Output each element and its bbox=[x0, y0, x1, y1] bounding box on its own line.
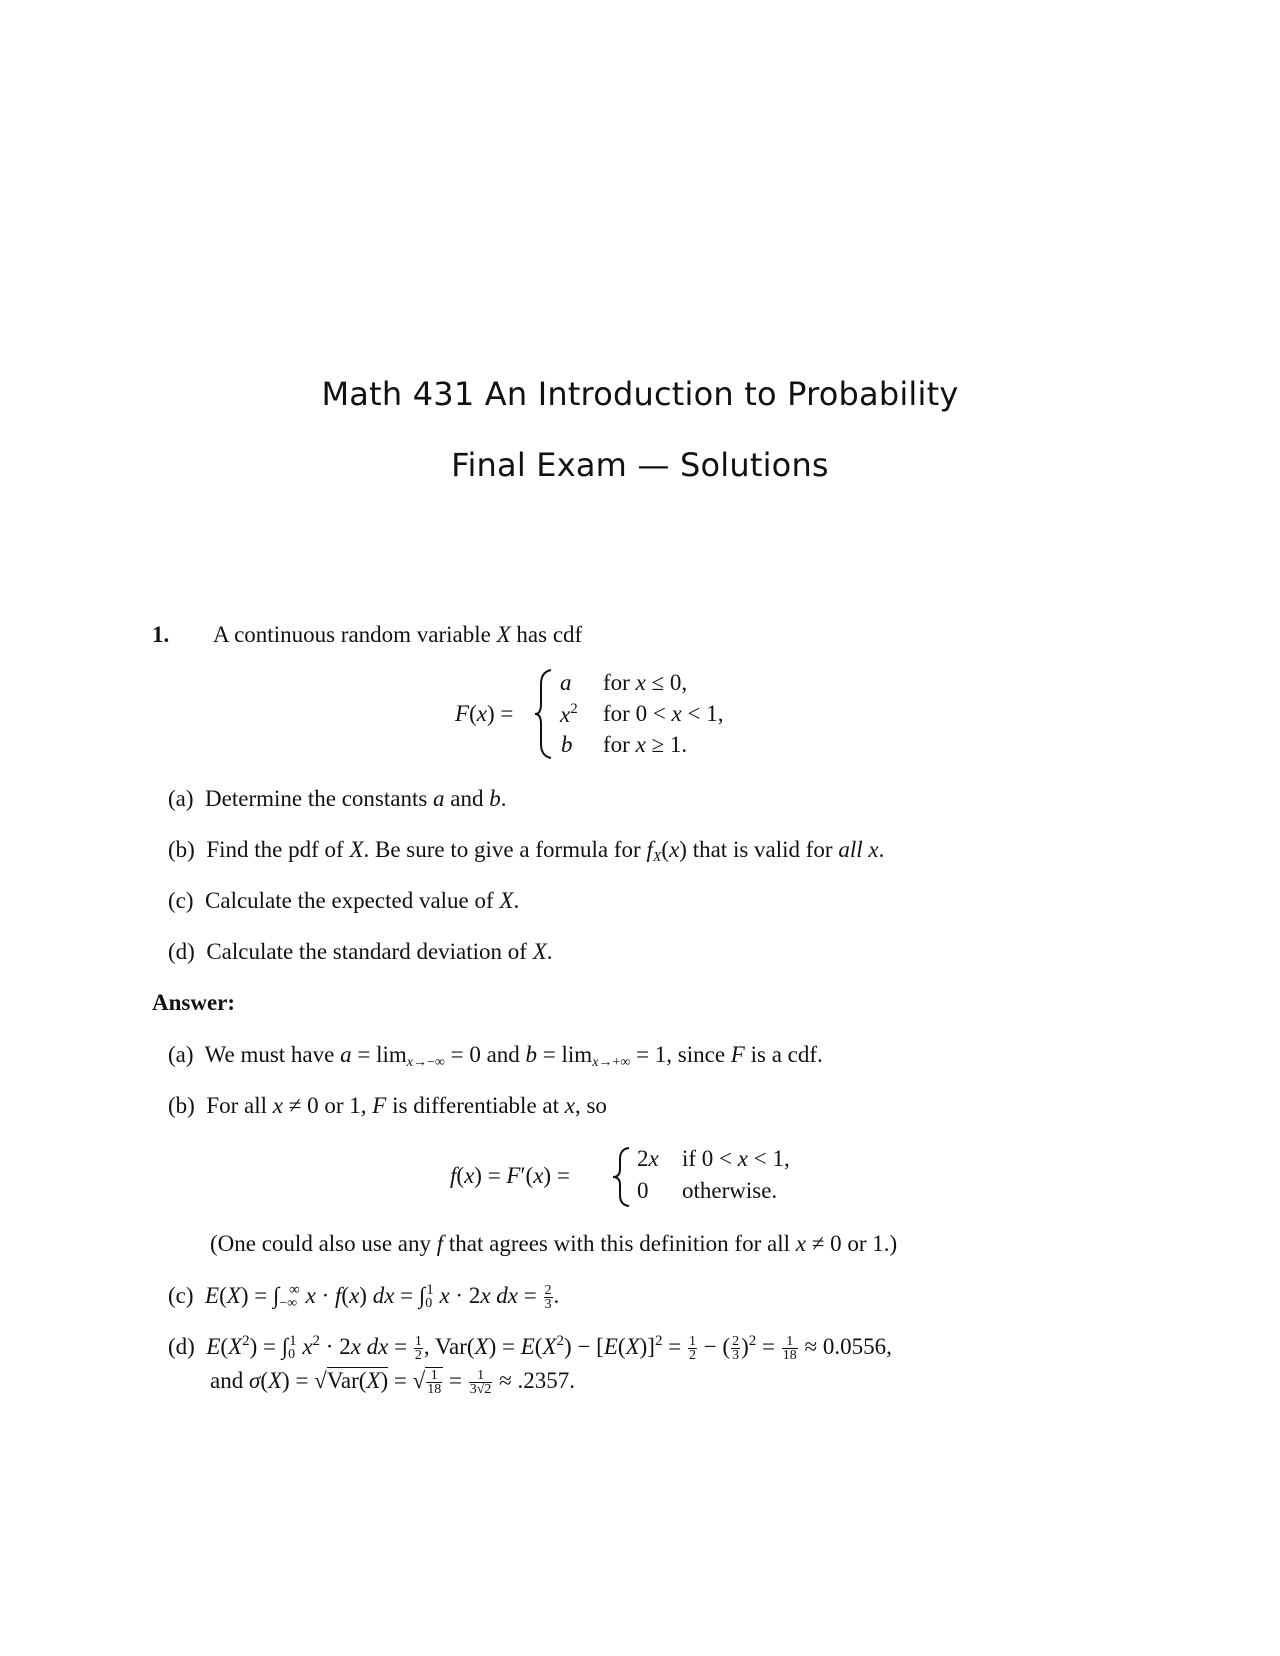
part-d: (d) Calculate the standard deviation of X. bbox=[168, 939, 553, 964]
document-title: Math 431 An Introduction to Probability bbox=[321, 375, 959, 413]
answer-d-line-1: (d) $E(X^2) = \int_0^1$ $x^2 \cdot 2x$ dx = $\frac{1}{2}$ , $Var(X) = E(X^2) - [E(X)]^2$ = $\frac{1}{2}$ − ( $\frac{2}{3}$ )$^2$ = $\frac{1}{18}$ ≈ 0.0556, bbox=[168, 1333, 892, 1364]
part-d-label: (d) bbox=[168, 939, 195, 964]
pdf-lhs: f(x) = F′(x) = bbox=[450, 1163, 570, 1188]
pdf-brace bbox=[611, 1146, 633, 1208]
cdf-case-2-value: $x^2$ bbox=[560, 701, 578, 727]
part-b-label: (b) bbox=[168, 837, 195, 862]
cdf-lhs: F(x) = bbox=[455, 701, 514, 726]
problem-number: 1. bbox=[152, 622, 170, 647]
part-c-label: (c) bbox=[168, 888, 194, 913]
part-a-label: (a) bbox=[168, 786, 194, 811]
answer-c: (c) $E(X) = \int_{-\infty}^\infty$ x · f(x) dx = $\int_0^1$ x · 2x dx = $\frac{2}{3}$ . bbox=[168, 1282, 560, 1313]
answer-d-label: (d) bbox=[168, 1334, 195, 1359]
problem-intro bbox=[213, 622, 582, 648]
cdf-brace bbox=[533, 668, 555, 760]
answer-c-label: (c) bbox=[168, 1283, 194, 1308]
cdf-case-2-condition: for 0 < x < 1, bbox=[603, 701, 724, 726]
answer-d-line-2: and σ(X) = √Var(X) = √ $\frac{1}{18}$ = $\frac{1}{3√2}$ ≈ .2357. bbox=[210, 1368, 576, 1398]
part-c: (c) Calculate the expected value of X. bbox=[168, 888, 520, 913]
answer-heading: Answer: bbox=[152, 990, 236, 1015]
pdf-case-2-condition: otherwise. bbox=[682, 1178, 778, 1203]
problem-intro-text: A continuous random variable X has cdf bbox=[213, 622, 583, 647]
pdf-case-1-condition: if 0 < x < 1, bbox=[682, 1146, 790, 1171]
answer-a-label: (a) bbox=[168, 1042, 194, 1067]
cdf-case-3-condition: for x ≥ 1. bbox=[603, 732, 688, 757]
pdf-case-1-value: 2x bbox=[637, 1146, 659, 1171]
answer-b-note: (One could also use any f that agrees with this definition for all x ≠ 0 or 1.) bbox=[210, 1231, 898, 1256]
answer-a: (a) We must have $a = \lim_{x\to-\infty} = 0$ and $b = \lim_{x\to+\infty} = 1$, since F is a cdf. bbox=[168, 1042, 823, 1070]
cdf-case-1-value: a bbox=[560, 670, 572, 695]
part-a: (a) Determine the constants a and b. bbox=[168, 786, 507, 811]
cdf-case-1-condition: for x ≤ 0, bbox=[603, 670, 688, 695]
document-subtitle: Final Exam — Solutions bbox=[451, 446, 829, 484]
part-b: (b) Find the pdf of X. Be sure to give a formula for $f_X(x)$ that is valid for all x. bbox=[168, 837, 885, 865]
pdf-case-2-value: 0 bbox=[637, 1178, 649, 1203]
answer-b-label: (b) bbox=[168, 1093, 195, 1118]
cdf-case-3-value: b bbox=[561, 732, 573, 757]
answer-b: (b) For all x ≠ 0 or 1, F is differentiable at x, so bbox=[168, 1093, 607, 1118]
